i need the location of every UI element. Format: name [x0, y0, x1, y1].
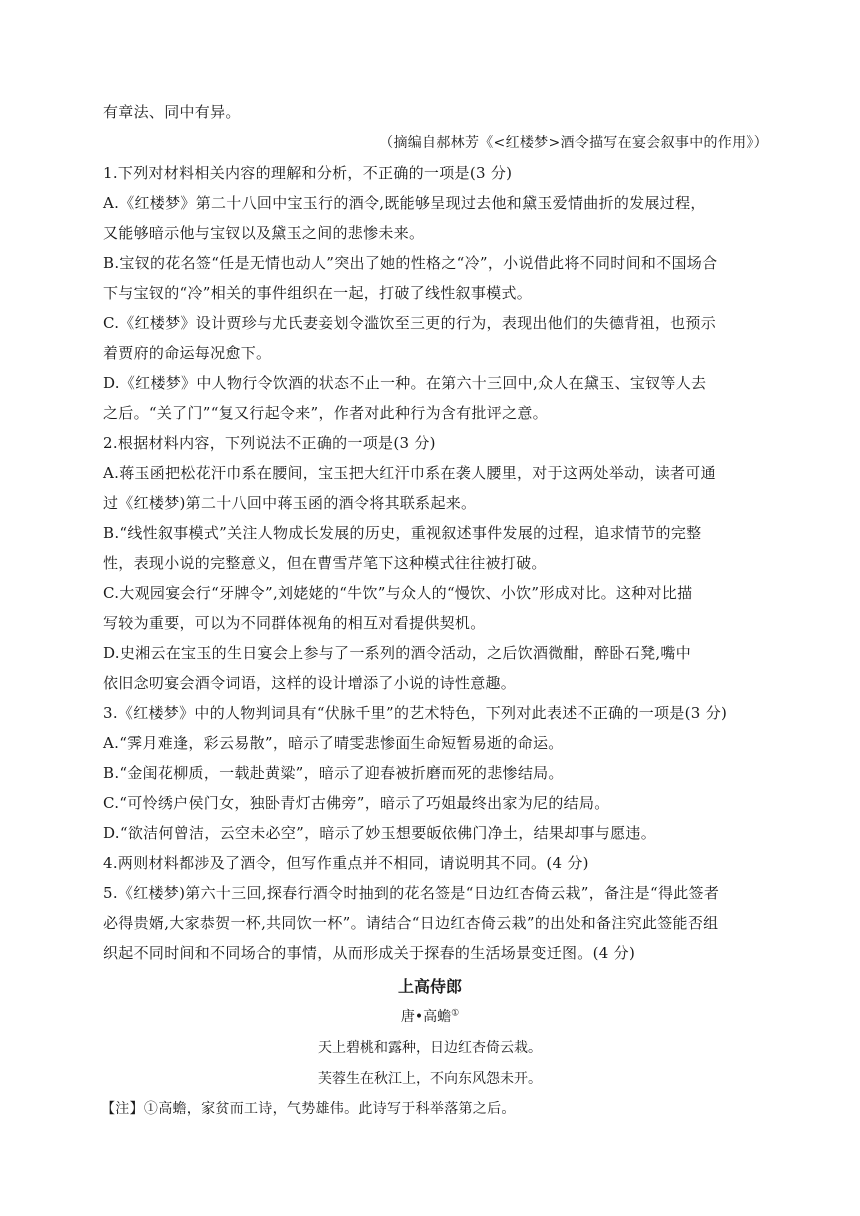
text-line: 织起不同时间和不同场合的事情，从而形成关于探春的生活场景变迁图。(4 分): [103, 944, 636, 962]
text-line: 有章法、同中有异。: [103, 103, 241, 121]
question-3-option-c: C.“可怜绣户侯门女，独卧青灯古佛旁”，暗示了巧姐最终出家为尼的结局。: [103, 794, 610, 812]
text-line: 下与宝钗的“冷”相关的事件组织在一起，打破了线性叙事模式。: [103, 284, 533, 302]
question-3-option-a: A.“霁月难逢，彩云易散”，暗示了晴雯悲惨面生命短暂易逝的命运。: [103, 734, 564, 752]
question-1-option-b: B.宝钗的花名签“任是无情也动人”突出了她的性格之“冷”，小说借此将不同时间和不国场合: [103, 254, 718, 272]
question-3-option-d: D.“欲洁何曾洁，云空未必空”，暗示了妙玉想要皈依佛门净土，结果却事与愿违。: [103, 824, 656, 842]
text-line: 依旧念叨宴会酒令词语，这样的设计增添了小说的诗性意趣。: [103, 674, 517, 692]
question-1-option-c: C.《红楼梦》设计贾珍与尤氏妻妾划令滥饮至三更的行为，表现出他们的失德背祖，也预示: [103, 314, 717, 332]
text-line: 必得贵婿,大家恭贺一杯,共同饮一杯”。请结合“日边红杏倚云栽”的出处和备注究此签能否组: [103, 914, 719, 932]
poem-author-name: 唐•高蟾: [400, 1009, 452, 1025]
text-line: 之后。“关了门”“复又行起令来”，作者对此种行为含有批评之意。: [103, 404, 548, 422]
text-line: 过《红楼梦)第二十八回中蒋玉函的酒令将其联系起来。: [103, 494, 477, 512]
question-4: 4.两则材料都涉及了酒令，但写作重点并不相同，请说明其不同。(4 分): [103, 854, 589, 872]
poem-line: 天上碧桃和露种，日边红杏倚云栽。: [318, 1040, 542, 1056]
footnote-mark: ①: [451, 1008, 460, 1019]
text-line: 又能够暗示他与宝钗以及黛玉之间的悲惨未来。: [103, 224, 425, 242]
question-1-option-a: A.《红楼梦》第二十八回中宝玉行的酒令,既能够呈现过去他和黛玉爱情曲折的发展过程，: [103, 194, 706, 212]
question-2-stem: 2.根据材料内容，下列说法不正确的一项是(3 分): [103, 434, 436, 452]
question-5: 5.《红楼梦)第六十三回,探春行酒令时抽到的花名签是“日边红杏倚云栽”，备注是“得此签者: [103, 884, 720, 902]
question-3-stem: 3.《红楼梦》中的人物判词具有“伏脉千里”的艺术特色，下列对此表述不正确的一项是(3 分): [103, 704, 728, 722]
question-3-option-b: B.“金闺花柳质，一载赴黄粱”，暗示了迎春被折磨而死的悲惨结局。: [103, 764, 564, 782]
poem-title: 上高侍郎: [397, 977, 462, 996]
question-2-option-a: A.蒋玉函把松花汗巾系在腰间，宝玉把大红汗巾系在袭人腰里，对于这两处举动，读者可通: [103, 464, 716, 482]
question-2-option-d: D.史湘云在宝玉的生日宴会上参与了一系列的酒令活动，之后饮酒微酣，醉卧石凳,嘴中: [103, 644, 692, 662]
source-citation: （摘编自郝林芳《<红楼梦>酒令描写在宴会叙事中的作用》）: [379, 135, 768, 151]
poem-line: 芙蓉生在秋江上，不向东风怨未开。: [318, 1071, 542, 1087]
question-1-option-d: D.《红楼梦》中人物行令饮酒的状态不止一种。在第六十三回中,众人在黛玉、宝钗等人去: [103, 374, 707, 392]
text-line: 写较为重要，可以为不同群体视角的相互对看提供契机。: [103, 614, 486, 632]
question-2-option-c: C.大观园宴会行“牙牌令”,刘姥姥的“牛饮”与众人的“慢饮、小饮”形成对比。这种对比描: [103, 584, 693, 602]
text-line: 着贾府的命运每况愈下。: [103, 344, 272, 362]
footnote: 【注】①高蟾，家贫而工诗，气势雄伟。此诗写于科举落第之后。: [101, 1101, 516, 1117]
question-2-option-b: B.“线性叙事模式”关注人物成长发展的历史，重视叙述事件发展的过程，追求情节的完整: [103, 524, 702, 542]
text-line: 性，表现小说的完整意义，但在曹雪芹笔下这种模式往往被打破。: [103, 554, 547, 572]
poem-author: [0, 1006, 860, 1026]
question-1-stem: 1.下列对材料相关内容的理解和分析，不正确的一项是(3 分): [103, 164, 513, 182]
